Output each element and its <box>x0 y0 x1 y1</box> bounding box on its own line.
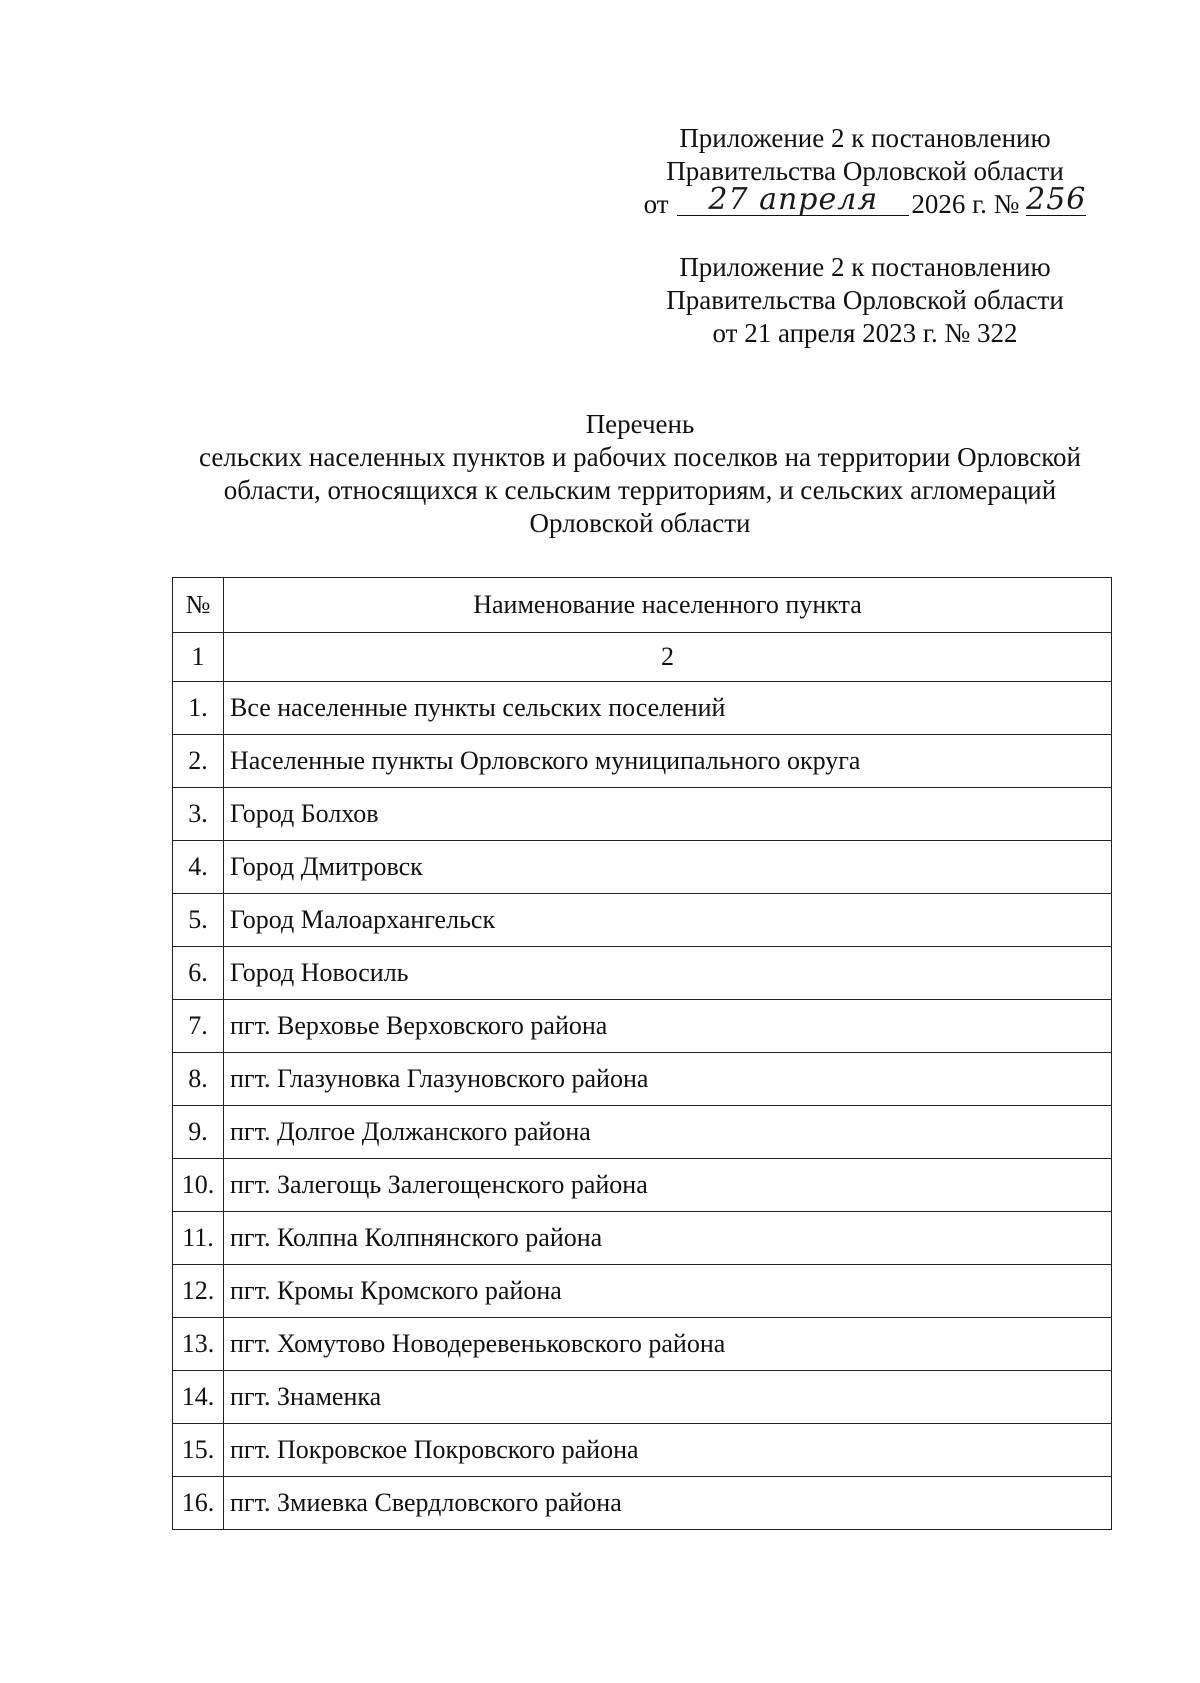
row-number: 1. <box>173 682 224 735</box>
row-name: пгт. Колпна Колпнянского района <box>224 1212 1112 1265</box>
appendix-old-line2: Правительства Орловской области <box>666 285 1064 315</box>
table-column-numbers-row <box>173 633 1112 682</box>
row-name: пгт. Покровское Покровского района <box>224 1424 1112 1477</box>
row-name: Город Малоархангельск <box>224 894 1112 947</box>
appendix-header-new <box>620 122 1110 221</box>
table-row <box>173 1212 1112 1265</box>
table-row <box>173 1371 1112 1424</box>
table-row <box>173 1159 1112 1212</box>
row-name: пгт. Знаменка <box>224 1371 1112 1424</box>
appendix-old-line3: от 21 апреля 2023 г. № 322 <box>712 318 1018 348</box>
table-row <box>173 894 1112 947</box>
row-number: 4. <box>173 841 224 894</box>
row-number: 11. <box>173 1212 224 1265</box>
table-row <box>173 1318 1112 1371</box>
handwritten-number: 256 <box>1026 182 1087 217</box>
appendix-new-date-line <box>620 182 1110 221</box>
handwritten-date: 27 апреля <box>677 185 909 216</box>
table-row <box>173 1424 1112 1477</box>
row-number: 3. <box>173 788 224 841</box>
table-row <box>173 735 1112 788</box>
table-row <box>173 1477 1112 1530</box>
appendix-new-line1: Приложение 2 к постановлению <box>679 123 1051 153</box>
table-row <box>173 947 1112 1000</box>
row-number: 7. <box>173 1000 224 1053</box>
settlements-table <box>172 577 1112 1530</box>
row-number: 6. <box>173 947 224 1000</box>
row-name: пгт. Кромы Кромского района <box>224 1265 1112 1318</box>
column-number-1: 1 <box>173 633 224 682</box>
table-row <box>173 682 1112 735</box>
table-row <box>173 1053 1112 1106</box>
table-header-row <box>173 578 1112 633</box>
date-prefix: от <box>643 189 669 219</box>
row-name: пгт. Залегощь Залегощенского района <box>224 1159 1112 1212</box>
table-row <box>173 1265 1112 1318</box>
table-row <box>173 1106 1112 1159</box>
appendix-old-line1: Приложение 2 к постановлению <box>679 252 1051 282</box>
table-row <box>173 1000 1112 1053</box>
date-suffix: 2026 г. № <box>911 189 1020 219</box>
title-line3: области, относящихся к сельским территориям, и сельских агломераций <box>223 475 1057 505</box>
row-number: 15. <box>173 1424 224 1477</box>
row-name: Населенные пункты Орловского муниципального округа <box>224 735 1112 788</box>
row-name: пгт. Хомутово Новодеревеньковского района <box>224 1318 1112 1371</box>
row-name: пгт. Глазуновка Глазуновского района <box>224 1053 1112 1106</box>
row-number: 13. <box>173 1318 224 1371</box>
row-name: Город Новосиль <box>224 947 1112 1000</box>
title-line4: Орловской области <box>529 508 751 538</box>
column-number-2: 2 <box>224 633 1112 682</box>
row-name: Все населенные пункты сельских поселений <box>224 682 1112 735</box>
table-row <box>173 788 1112 841</box>
table-body <box>173 682 1112 1530</box>
row-number: 14. <box>173 1371 224 1424</box>
row-number: 12. <box>173 1265 224 1318</box>
row-name: Город Болхов <box>224 788 1112 841</box>
appendix-new-line2: Правительства Орловской области <box>666 156 1064 186</box>
row-name: пгт. Долгое Должанского района <box>224 1106 1112 1159</box>
row-name: Город Дмитровск <box>224 841 1112 894</box>
row-number: 16. <box>173 1477 224 1530</box>
title-line1: Перечень <box>585 409 695 439</box>
document-title <box>150 408 1130 540</box>
table-row <box>173 841 1112 894</box>
row-name: пгт. Верховье Верховского района <box>224 1000 1112 1053</box>
row-name: пгт. Змиевка Свердловского района <box>224 1477 1112 1530</box>
header-number: № <box>173 578 224 633</box>
title-line2: сельских населенных пунктов и рабочих поселков на территории Орловской <box>199 442 1081 472</box>
row-number: 2. <box>173 735 224 788</box>
appendix-header-old <box>620 251 1110 350</box>
row-number: 10. <box>173 1159 224 1212</box>
header-name: Наименование населенного пункта <box>224 578 1112 633</box>
row-number: 8. <box>173 1053 224 1106</box>
row-number: 9. <box>173 1106 224 1159</box>
row-number: 5. <box>173 894 224 947</box>
